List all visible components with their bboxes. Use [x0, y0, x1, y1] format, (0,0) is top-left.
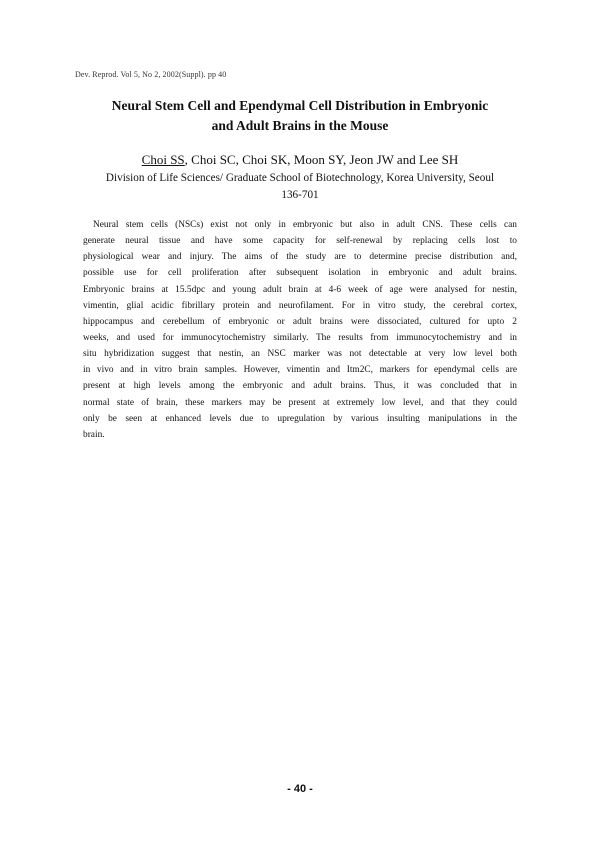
author-list	[40, 152, 560, 168]
abstract-line: Embryonic brains at 15.5dpc and young adult brain at 4-6 week of age were analysed for nestin,	[83, 284, 517, 295]
affiliation-line-2: 136-701	[281, 189, 319, 201]
abstract-line: physiological wear and injury. The aims of the study are to determine precise distribution and,	[83, 252, 517, 263]
abstract-line: normal state of brain, these markers may be present at extremely low level, and that they could	[83, 397, 517, 408]
affiliation	[40, 170, 560, 204]
abstract-line: situ hybridization suggest that nestin, an NSC marker was not detectable at very low level both	[83, 349, 517, 360]
abstract-line: Neural stem cells (NSCs) exist not only in embryonic but also in adult CNS. These cells can	[93, 220, 517, 230]
first-author: Choi SS	[141, 152, 185, 167]
abstract-line: hippocampus and cerebellum of embryonic or adult brains were dissociated, cultured for upto 2	[83, 316, 517, 327]
abstract-line: present at high levels among the embryonic and adult brains. Thus, it was concluded that in	[83, 381, 517, 392]
paper-title	[40, 96, 560, 136]
abstract-line: in vivo and in vitro brain samples. However, vimentin and Itm2C, markers for ependymal cells are	[83, 365, 517, 376]
other-authors: , Choi SC, Choi SK, Moon SY, Jeon JW and Lee SH	[184, 152, 459, 167]
abstract-line: brain.	[83, 429, 105, 440]
abstract-line: generate neural tissue and have some capacity for self-renewal by replacing cells lost to	[83, 236, 517, 247]
page-number: - 40 -	[287, 783, 313, 795]
abstract-line: weeks, and used for immunocytochemistry similarly. The results from immunocytochemistry and in	[83, 332, 517, 343]
abstract-body	[83, 217, 517, 443]
journal-reference: Dev. Reprod. Vol 5, No 2, 2002(Suppl). pp 40	[75, 70, 227, 79]
abstract-line: possible use for cell proliferation after subsequent isolation in embryonic and adult brains.	[83, 268, 517, 279]
title-line-1: Neural Stem Cell and Ependymal Cell Distribution in Embryonic	[111, 98, 489, 113]
abstract-line: vimentin, glial acidic fibrillary protein and neurofilament. For in vitro study, the cerebral cortex,	[83, 300, 517, 311]
title-line-2: and Adult Brains in the Mouse	[211, 118, 389, 133]
affiliation-line-1: Division of Life Sciences/ Graduate School of Biotechnology, Korea University, Seoul	[105, 172, 495, 184]
abstract-line: only be seen at enhanced levels due to upregulation by various insulting manipulations in the	[83, 413, 517, 424]
